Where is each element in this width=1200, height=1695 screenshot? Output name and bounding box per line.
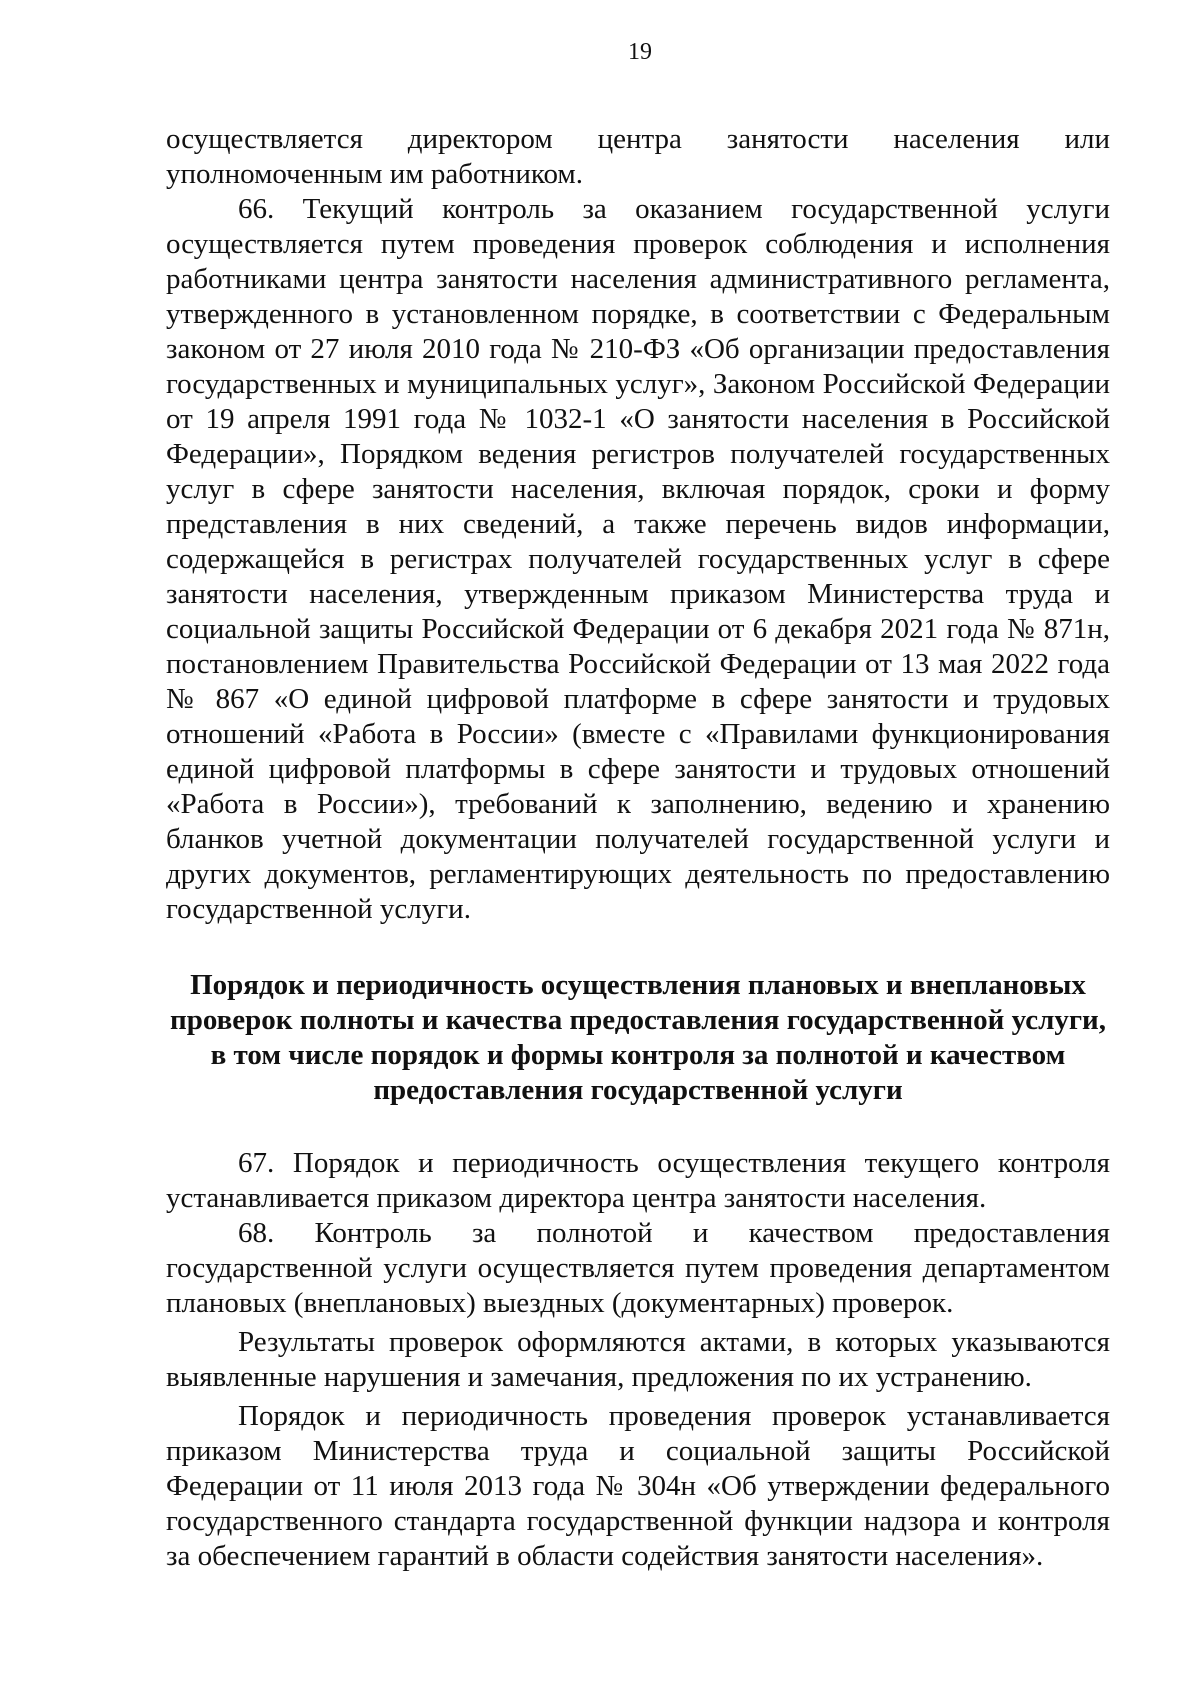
- heading-line: предоставления государственной услуги: [373, 1074, 903, 1106]
- paragraph-66: 66. Текущий контроль за оказанием государственной услуги осуществляется путем проведения проверок соблюдения и исполнения работниками центра занятости населения административного регламента, утвержденного в установленном порядке, в соответствии с Федеральным законом от 27 июля 2010 года № 210-ФЗ «Об организации предоставления государственных и муниципальных услуг», Законом Российской Федерации от 19 апреля 1991 года № 1032-1 «О занятости населения в Российской Федерации», Порядком ведения регистров получателей государственных услуг в сфере занятости населения, включая порядок, сроки и форму представления в них сведений, а также перечень видов информации, содержащейся в регистрах получателей государственных услуг в сфере занятости населения, утвержденным приказом Министерства труда и социальной защиты Российской Федерации от 6 декабря 2021 года № 871н, постановлением Правительства Российской Федерации от 13 мая 2022 года № 867 «О единой цифровой платформе в сфере занятости и трудовых отношений «Работа в России» (вместе с «Правилами функционирования единой цифровой платформы в сфере занятости и трудовых отношений «Работа в России»), требований к заполнению, ведению и хранению бланков учетной документации получателей государственной услуги и других документов, регламентирующих деятельность по предоставлению государственной услуги.: [166, 193, 1110, 925]
- paragraph-68: 68. Контроль за полнотой и качеством предоставления государственной услуги осуществляется путем проведения департаментом плановых (внеплановых) выездных (документарных) проверок.: [166, 1217, 1110, 1319]
- heading-line: в том числе порядок и формы контроля за полнотой и качеством: [210, 1039, 1066, 1071]
- heading-line: проверок полноты и качества предоставления государственной услуги,: [169, 1004, 1107, 1036]
- paragraph-67: 67. Порядок и периодичность осуществления текущего контроля устанавливается приказом директора центра занятости населения.: [166, 1147, 1110, 1214]
- paragraph-continuation: осуществляется директором центра занятости населения или уполномоченным им работником.: [166, 123, 1110, 190]
- heading-line: Порядок и периодичность осуществления плановых и внеплановых: [190, 969, 1086, 1001]
- page-number: 19: [628, 39, 652, 65]
- document-body: [166, 122, 1110, 1574]
- section-heading: [166, 968, 1110, 1108]
- paragraph-results: Результаты проверок оформляются актами, в которых указываются выявленные нарушения и замечания, предложения по их устранению.: [166, 1326, 1110, 1393]
- paragraph-order: Порядок и периодичность проведения проверок устанавливается приказом Министерства труда и социальной защиты Российской Федерации от 11 июля 2013 года № 304н «Об утверждении федерального государственного стандарта государственной функции надзора и контроля за обеспечением гарантий в области содействия занятости населения».: [166, 1400, 1110, 1572]
